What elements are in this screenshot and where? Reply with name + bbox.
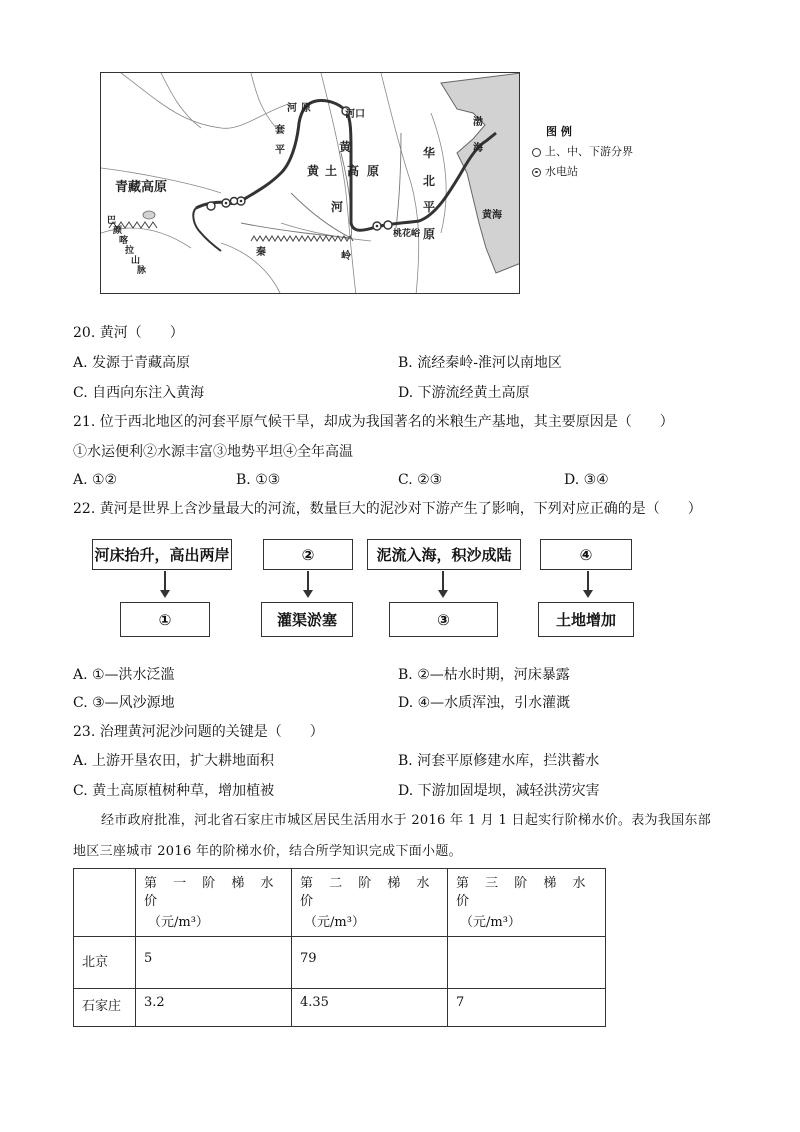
table-cell — [448, 937, 606, 989]
label-loess-3: 高 — [347, 164, 360, 178]
label-north-china-2: 北 — [423, 174, 436, 188]
table-header-row — [74, 869, 606, 937]
label-loess-2: 土 — [325, 164, 338, 178]
map-graphic — [101, 73, 520, 294]
q22-top-box-3: 泥流入海，积沙成陆 — [367, 539, 521, 570]
hydropower-station-icon — [532, 168, 541, 177]
header-tier-2: 第 二 阶 梯 水 价 — [300, 876, 436, 909]
q22-top-box-1: 河床抬升，高出两岸 — [92, 539, 232, 570]
arrow-down-icon — [587, 571, 589, 596]
q22-bottom-box-3: ③ — [389, 602, 498, 637]
label-bayankala-4: 拉 — [125, 246, 135, 256]
table-header-cell — [292, 869, 448, 937]
q23-option-c[interactable]: C. 黄土高原植树种草，增加植被 — [73, 783, 275, 799]
table-header-cell — [448, 869, 606, 937]
q23-option-a[interactable]: A. 上游开垦农田，扩大耕地面积 — [73, 753, 275, 769]
q23-option-b[interactable]: B. 河套平原修建水库，拦洪蓄水 — [398, 753, 600, 769]
header-tier-1: 第 一 阶 梯 水 价 — [144, 876, 280, 909]
q22-top-box-2: ② — [263, 539, 353, 570]
q21-option-b[interactable]: B. ①③ — [236, 472, 281, 488]
arrow-down-icon — [307, 571, 309, 596]
water-price-table — [73, 868, 606, 1027]
label-bayankala-6: 脉 — [137, 266, 147, 276]
table-cell: 4.35 — [292, 989, 448, 1027]
q22-option-a[interactable]: A. ①—洪水泛滥 — [73, 667, 175, 683]
legend-title: 图 例 — [546, 125, 572, 138]
table-cell: 5 — [136, 937, 292, 989]
label-taohuayu: 桃花峪 — [393, 229, 421, 239]
label-hetao-3: 平 — [275, 145, 285, 156]
label-yellow-river-2: 河 — [331, 200, 344, 214]
q21-items: ①水运便利②水源丰富③地势平坦④全年高温 — [73, 444, 353, 460]
q21-option-a[interactable]: A. ①② — [73, 472, 118, 488]
q20-option-c[interactable]: C. 自西向东注入黄海 — [73, 385, 205, 401]
q22-option-d[interactable]: D. ④—水质浑浊，引水灌溉 — [398, 695, 571, 711]
table-header-cell — [136, 869, 292, 937]
q22-bottom-box-4: 土地增加 — [538, 602, 634, 637]
label-north-china-3: 平 — [423, 200, 436, 214]
label-bohai-1: 渤 — [473, 117, 483, 128]
label-qinling-2: 岭 — [341, 251, 351, 262]
label-north-china-1: 华 — [423, 146, 436, 160]
q21-option-c[interactable]: C. ②③ — [398, 472, 443, 488]
header-unit: （元/m³） — [304, 915, 365, 930]
q23-stem: 23. 治理黄河泥沙问题的关键是（ ） — [73, 724, 324, 740]
table-cell-city: 北京 — [74, 937, 136, 989]
table-cell: 79 — [292, 937, 448, 989]
table-header-cell — [74, 869, 136, 937]
table-row — [74, 989, 606, 1027]
q21-option-d[interactable]: D. ③④ — [564, 472, 609, 488]
intro-line-2: 地区三座城市 2016 年的阶梯水价，结合所学知识完成下面小题。 — [73, 844, 462, 859]
legend-boundary-label: 上、中、下游分界 — [545, 145, 633, 158]
label-qinling-1: 秦 — [256, 247, 266, 258]
legend-hydropower-label: 水电站 — [545, 165, 578, 178]
legend-row-boundary — [532, 142, 633, 162]
q21-stem: 21. 位于西北地区的河套平原气候干旱，却成为我国著名的米粮生产基地，其主要原因是（ ） — [73, 414, 674, 430]
label-hetao-2: 套 — [275, 125, 285, 136]
q20-option-b[interactable]: B. 流经秦岭-淮河以南地区 — [398, 355, 562, 371]
label-yellow-river-1: 黄 — [339, 140, 352, 154]
q22-top-box-4: ④ — [540, 539, 632, 570]
label-hetao-1: 河 — [287, 103, 297, 114]
label-yellow-sea: 黄海 — [482, 210, 502, 221]
q22-bottom-box-2: 灌渠淤塞 — [261, 602, 353, 637]
legend-row-hydropower — [532, 162, 633, 182]
label-bayankala-2: 颜 — [113, 226, 123, 236]
table-cell: 3.2 — [136, 989, 292, 1027]
label-bohai-2: 海 — [473, 143, 483, 154]
q20-option-a[interactable]: A. 发源于青藏高原 — [73, 355, 191, 371]
label-loess-4: 原 — [367, 164, 380, 178]
table-cell: 7 — [448, 989, 606, 1027]
q22-option-c[interactable]: C. ③—风沙源地 — [73, 695, 175, 711]
header-tier-3: 第 三 阶 梯 水 价 — [456, 876, 592, 909]
header-unit: （元/m³） — [460, 915, 521, 930]
q20-stem: 20. 黄河（ ） — [73, 325, 184, 341]
label-loess-1: 黄 — [307, 164, 320, 178]
table-row — [74, 937, 606, 989]
q22-bottom-box-1: ① — [120, 602, 210, 637]
boundary-circle-icon — [532, 148, 541, 157]
map-legend — [532, 122, 633, 182]
yellow-river-map — [100, 72, 520, 294]
q22-option-b[interactable]: B. ②—枯水时期，河床暴露 — [398, 667, 570, 683]
label-bayankala-5: 山 — [131, 256, 141, 266]
header-unit: （元/m³） — [148, 915, 209, 930]
q23-option-d[interactable]: D. 下游加固堤坝，减轻洪涝灾害 — [398, 783, 600, 799]
label-bayankala-3: 喀 — [119, 236, 129, 246]
table-cell-city: 石家庄 — [74, 989, 136, 1027]
label-qinghai-tibet: 青藏高原 — [115, 180, 168, 195]
q20-option-d[interactable]: D. 下游流经黄土高原 — [398, 385, 530, 401]
label-bayankala-1: 巴 — [107, 216, 117, 226]
intro-line-1: 经市政府批准，河北省石家庄市城区居民生活用水于 2016 年 1 月 1 日起实行阶梯水价。表为我国东部 — [101, 813, 712, 828]
label-hetao-4: 原 — [301, 103, 311, 114]
arrow-down-icon — [164, 571, 166, 596]
label-hekou: 河口 — [345, 109, 365, 120]
q22-stem: 22. 黄河是世界上含沙量最大的河流，数量巨大的泥沙对下游产生了影响，下列对应正确的是（ ） — [73, 501, 702, 517]
arrow-down-icon — [442, 571, 444, 596]
label-north-china-4: 原 — [423, 227, 436, 241]
